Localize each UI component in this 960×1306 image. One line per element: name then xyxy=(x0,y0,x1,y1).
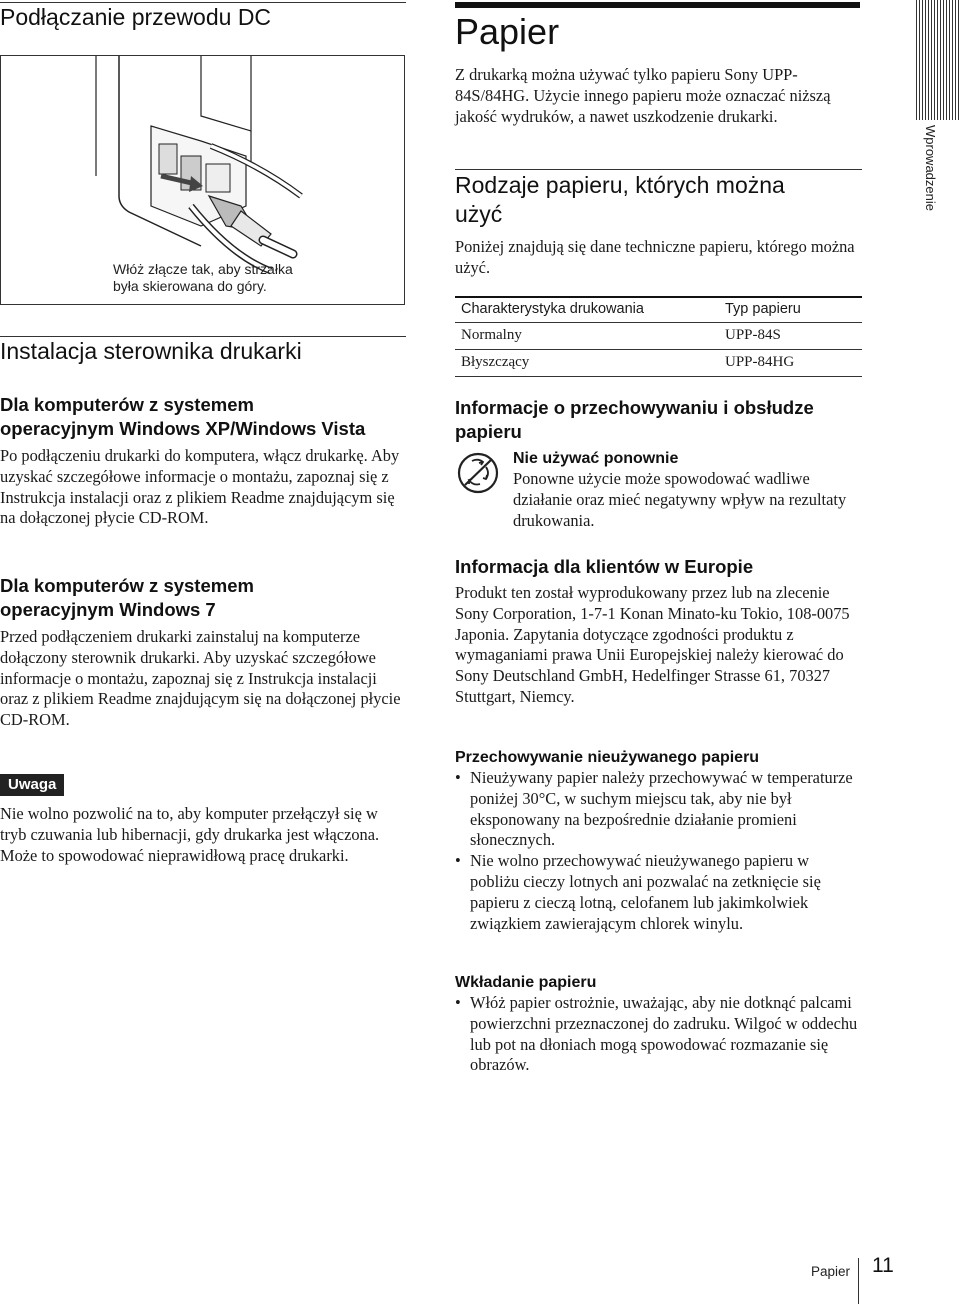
figure-caption-line2: była skierowana do góry. xyxy=(113,278,267,294)
paper-types-heading-line1: Rodzaje papieru, których można xyxy=(455,172,785,198)
figure-caption xyxy=(113,261,293,295)
win7-text: Przed podłączeniem drukarki zainstaluj na komputerze dołączony sterownik drukarki. Aby uzyskać szczegółowe informacje o montażu, zapoznaj się z Instrukcja instalacji oraz z plikiem Readme znajdującym się na dołączonej płycie CD-ROM. xyxy=(0,627,401,730)
unused-paper-list xyxy=(455,768,860,934)
europe-heading: Informacja dla klientów w Europie xyxy=(455,556,754,577)
storage-heading xyxy=(455,396,875,444)
table-cell: Normalny xyxy=(461,327,522,343)
win7-heading-line2: operacyjnym Windows 7 xyxy=(0,599,216,620)
table-row xyxy=(455,323,862,350)
win7-heading-line1: Dla komputerów z systemem xyxy=(0,575,254,596)
xp-text: Po podłączeniu drukarki do komputera, włącz drukarkę. Aby uzyskać szczegółowe informacje o montażu, zapoznaj się z Instrukcja instalacji oraz z plikiem Readme znajdującym się na dołączonej płycie CD-ROM. xyxy=(0,446,400,528)
unused-paper-heading: Przechowywanie nieużywanego papieru xyxy=(455,749,760,766)
table-cell: UPP-84HG xyxy=(725,354,795,370)
paper-types-heading xyxy=(455,171,862,229)
side-tab-marker xyxy=(916,0,960,120)
note-badge: Uwaga xyxy=(0,774,64,796)
paper-types-intro: Poniżej znajdują się dane techniczne papieru, którego można użyć. xyxy=(455,237,855,277)
xp-heading-line1: Dla komputerów z systemem xyxy=(0,394,254,415)
paper-types-heading-line2: użyć xyxy=(455,201,503,227)
loading-paper-list xyxy=(455,993,860,1076)
footer-section: Papier xyxy=(811,1264,851,1279)
table-cell: Błyszczący xyxy=(461,354,530,370)
list-item: • Włóż papier ostrożnie, uważając, aby nie dotknąć palcami powierzchni przeznaczonej do zadruku. Wilgoć w oddechu lub pot na dłoniach mogą spowodować rozmazanie się obrazów. xyxy=(455,993,860,1076)
storage-heading-line2: papieru xyxy=(455,421,522,442)
europe-text: Produkt ten został wyprodukowany przez lub na zlecenie Sony Corporation, 1-7-1 Konan Minato-ku Tokio, 108-0075 Japonia. Zapytania dotyczące zgodności produktu z wymaganiami prawa Unii Europejskiej należy kierować do Sony Deutschland GmbH, Hedelfinger Strasse 61, 70327 Stuttgart, Niemcy. xyxy=(455,583,850,706)
paper-types-table xyxy=(455,296,862,377)
dc-section-title: Podłączanie przewodu DC xyxy=(0,4,272,30)
paper-intro: Z drukarką można używać tylko papieru Sony UPP-84S/84HG. Użycie innego papieru może oznaczać niższą jakość wydruków, a nawet uszkodzenie drukarki. xyxy=(455,65,831,126)
table-cell: UPP-84S xyxy=(725,327,781,343)
no-reuse-icon xyxy=(456,451,500,500)
storage-heading-line1: Informacje o przechowywaniu i obsłudze xyxy=(455,397,814,418)
list-item: • Nieużywany papier należy przechowywać w temperaturze poniżej 30°C, w suchym miejscu tak, aby nie był eksponowany na bezpośrednie działanie promieni słonecznych. xyxy=(455,768,860,851)
table-header-characteristic: Charakterystyka drukowania xyxy=(461,301,644,317)
note-text: Nie wolno pozwolić na to, aby komputer przełączył się w tryb czuwania lub hibernacji, gdy drukarka jest włączona. Może to spowodować nieprawidłową pracę drukarki. xyxy=(0,804,380,865)
paper-title-bar xyxy=(455,2,860,8)
side-tab-label: Wprowadzenie xyxy=(923,125,938,211)
footer-divider xyxy=(858,1258,859,1304)
figure-caption-line1: Włóż złącze tak, aby strzałka xyxy=(113,261,293,277)
xp-heading-line2: operacyjnym Windows XP/Windows Vista xyxy=(0,418,366,439)
xp-heading xyxy=(0,393,410,441)
page-number: 11 xyxy=(872,1254,894,1277)
loading-paper-heading: Wkładanie papieru xyxy=(455,974,597,991)
table-row xyxy=(455,350,862,377)
list-item: • Nie wolno przechowywać nieużywanego papieru w pobliżu cieczy lotnych ani pozwalać na zetknięcie się papieru z cieczą lotną, celofanem lub jakimkolwiek związkiem zawierającym chlorek winylu. xyxy=(455,851,860,934)
connector-figure xyxy=(0,55,405,305)
no-reuse-title: Nie używać ponownie xyxy=(513,450,679,467)
side-tab xyxy=(906,125,940,215)
driver-section-title: Instalacja sterownika drukarki xyxy=(0,338,302,364)
no-reuse-text: Ponowne użycie może spowodować wadliwe działanie oraz mieć negatywny wpływ na rezultaty drukowania. xyxy=(513,469,847,530)
win7-heading xyxy=(0,574,405,622)
paper-title: Papier xyxy=(455,11,560,52)
table-header-paper-type: Typ papieru xyxy=(725,301,801,317)
